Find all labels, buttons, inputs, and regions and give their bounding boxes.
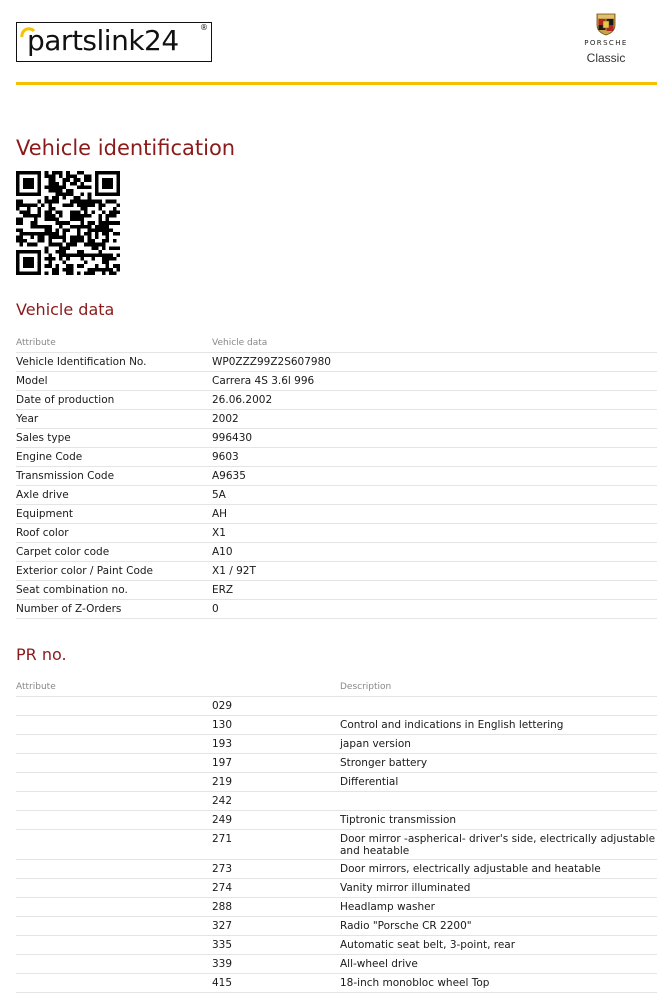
pr-code-cell: 274 [212,882,233,894]
value-cell: 26.06.2002 [212,394,273,406]
table-row [16,467,657,486]
logo-text: partslink24 [27,24,179,57]
value-cell: 9603 [212,451,239,463]
pr-description-cell: Radio "Porsche CR 2200" [340,920,472,932]
table-row [16,811,657,830]
pr-description-cell: 18-inch monobloc wheel Top [340,977,490,989]
pr-code-cell: 197 [212,757,233,769]
value-cell: WP0ZZZ99Z2S607980 [212,356,331,368]
pr-description-cell: Stronger battery [340,757,428,769]
attribute-cell: Roof color [16,527,69,539]
pr-code-cell: 130 [212,719,233,731]
attribute-cell: Equipment [16,508,73,520]
value-cell: 0 [212,603,219,615]
attribute-cell: Number of Z-Orders [16,603,122,615]
attribute-cell: Vehicle Identification No. [16,356,147,368]
value-cell: A9635 [212,470,246,482]
value-cell: X1 [212,527,226,539]
value-cell: Carrera 4S 3.6l 996 [212,375,315,387]
vehicle-data-header-row [16,334,657,353]
value-cell: X1 / 92T [212,565,256,577]
table-row [16,353,657,372]
attribute-cell: Transmission Code [16,470,115,482]
vehicle-data-heading: Vehicle data [16,300,115,319]
pr-description-cell: Door mirror -aspherical- driver's side, electrically adjustable and heatable [340,833,656,857]
value-cell: A10 [212,546,233,558]
table-row [16,898,657,917]
pr-description-cell: Door mirrors, electrically adjustable and heatable [340,863,601,875]
pr-description-cell: Differential [340,776,399,788]
pr-description-cell: japan version [340,738,411,750]
vehicle-data-table [16,334,657,619]
table-row [16,830,657,860]
vehicle-qr-code [16,171,120,275]
pr-code-cell: 271 [212,833,233,845]
classic-label: Classic [586,51,626,65]
pr-description-cell: Vanity mirror illuminated [340,882,471,894]
table-row [16,792,657,811]
table-row [16,754,657,773]
col-attribute-header: Attribute [16,682,56,692]
table-row [16,697,657,716]
col-attribute-header: Attribute [16,338,56,348]
col-vehicle-data-header: Vehicle data [212,338,268,348]
pr-code-cell: 339 [212,958,233,970]
table-row [16,524,657,543]
attribute-cell: Exterior color / Paint Code [16,565,154,577]
col-description-header: Description [340,682,392,692]
value-cell: 996430 [212,432,253,444]
partslink24-logo [16,22,212,62]
pr-code-cell: 029 [212,700,233,712]
table-row [16,448,657,467]
attribute-cell: Carpet color code [16,546,110,558]
table-row [16,391,657,410]
table-row [16,410,657,429]
page-title: Vehicle identification [16,136,236,160]
pr-no-heading: PR no. [16,645,67,664]
attribute-cell: Year [16,413,39,425]
table-row [16,773,657,792]
table-row [16,429,657,448]
pr-code-cell: 249 [212,814,233,826]
value-cell: 2002 [212,413,239,425]
table-row [16,936,657,955]
table-row [16,735,657,754]
value-cell: 5A [212,489,226,501]
attribute-cell: Date of production [16,394,115,406]
porsche-classic-brand [576,12,636,65]
pr-no-header-row [16,678,657,697]
attribute-cell: Axle drive [16,489,69,501]
pr-no-table [16,678,657,993]
attribute-cell: Engine Code [16,451,83,463]
page-header [0,0,657,86]
pr-code-cell: 273 [212,863,233,875]
pr-description-cell: Headlamp washer [340,901,435,913]
pr-description-cell: All-wheel drive [340,958,418,970]
header-divider [16,82,657,85]
table-row [16,600,657,619]
value-cell: AH [212,508,228,520]
pr-code-cell: 415 [212,977,233,989]
table-row [16,955,657,974]
table-row [16,505,657,524]
table-row [16,372,657,391]
value-cell: ERZ [212,584,234,596]
table-row [16,486,657,505]
attribute-cell: Seat combination no. [16,584,128,596]
attribute-cell: Model [16,375,48,387]
attribute-cell: Sales type [16,432,71,444]
table-row [16,716,657,735]
porsche-crest-icon [596,12,616,36]
logo-registered-mark: ® [200,23,208,32]
pr-code-cell: 242 [212,795,233,807]
pr-code-cell: 219 [212,776,233,788]
table-row [16,860,657,879]
pr-code-cell: 288 [212,901,233,913]
table-row [16,562,657,581]
porsche-wordmark: PORSCHE [584,39,628,47]
table-row [16,581,657,600]
pr-description-cell: Automatic seat belt, 3-point, rear [340,939,516,951]
table-row [16,543,657,562]
pr-description-cell: Tiptronic transmission [340,814,457,826]
table-row [16,917,657,936]
table-row [16,879,657,898]
table-row [16,974,657,993]
pr-code-cell: 327 [212,920,233,932]
pr-description-cell: Control and indications in English lettering [340,719,564,731]
pr-code-cell: 335 [212,939,233,951]
pr-code-cell: 193 [212,738,233,750]
